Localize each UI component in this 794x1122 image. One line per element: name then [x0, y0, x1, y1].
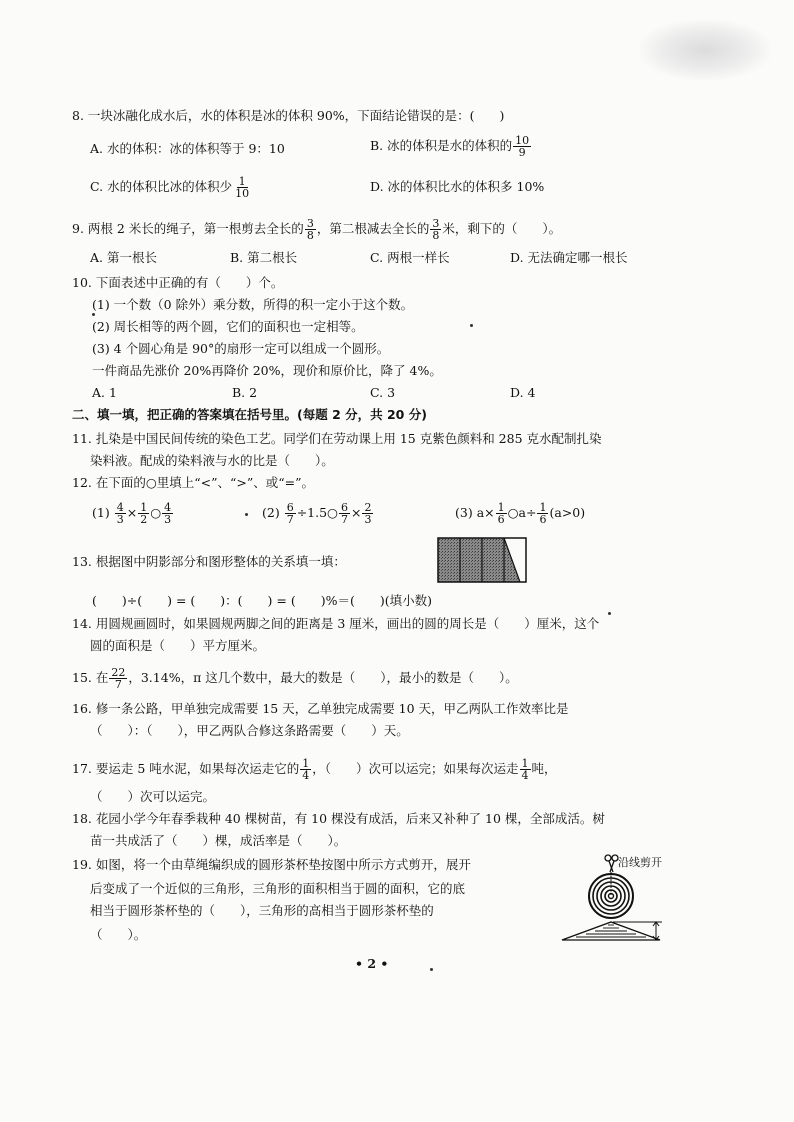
q17-line-2: （ ）次可以运完。 — [90, 789, 216, 804]
scan-speck — [430, 968, 433, 971]
q16-line-1: 16. 修一条公路，甲单独完成需要 15 天，乙单独完成需要 10 天，甲乙两队工作效率比是 — [72, 701, 569, 716]
q13-blanks: ( )÷( ) = ( )：( ) = ( )%＝( )(填小数) — [92, 593, 432, 608]
q13-stem: 13. 根据图中阴影部分和图形整体的关系填一填： — [72, 554, 346, 569]
scan-speck — [470, 324, 473, 327]
scissors-icon — [605, 855, 618, 872]
q17-line-1: 17. 要运走 5 吨水泥，如果每次运走它的 $\frac{1}{4}$ ，（ ）次可以运完；如果每次运走 $\frac{1}{4}$ 吨， — [72, 757, 557, 782]
scan-speck — [245, 513, 248, 516]
q8-stem: 8. 一块冰融化成水后，水的体积是冰的体积 90%，下面结论错误的是：( ) — [72, 108, 505, 123]
q10-option-a: A. 1 — [92, 385, 117, 400]
q10-stem: 10. 下面表述中正确的有（ ）个。 — [72, 275, 284, 290]
q15-stem: 15. 在 $\frac{22}{7}$ ，3.14%，π 这几个数中，最大的数是（ ），最小的数是（ ）。 — [72, 666, 518, 691]
q10-option-b: B. 2 — [232, 385, 258, 400]
q9-option-d: D. 无法确定哪一根长 — [510, 250, 628, 265]
q19-line-1: 19. 如图，将一个由草绳编织成的圆形茶杯垫按图中所示方式剪开，展开 — [72, 857, 471, 872]
q10-statement-2: (2) 周长相等的两个圆，它们的面积也一定相等。 — [92, 319, 364, 334]
q18-line-2: 苗一共成活了（ ）棵，成活率是（ ）。 — [90, 833, 347, 848]
section-2-heading: 二、填一填，把正确的答案填在括号里。(每题 2 分，共 20 分) — [72, 407, 427, 422]
q13-shaded-region — [438, 538, 520, 582]
q11-line-2: 染料液。配成的染料液与水的比是（ ）。 — [90, 453, 334, 468]
q10-statement-1: (1) 一个数（0 除外）乘分数，所得的积一定小于这个数。 — [92, 297, 414, 312]
q19-figure-label: 沿线剪开 — [618, 856, 662, 869]
q19-line-4: （ ）。 — [90, 927, 147, 942]
q9-stem: 9. 两根 2 米长的绳子，第一根剪去全长的 $\frac{3}{8}$ ，第二根减去全长的 $\frac{3}{8}$ 米，剩下的（ ）。 — [72, 217, 562, 242]
q19-line-2: 后变成了一个近似的三角形，三角形的面积相当于圆的面积，它的底 — [90, 881, 466, 896]
q12-part-3: (3) a× $\frac{1}{6}$ ○a÷ $\frac{1}{6}$ (a>0) — [455, 501, 586, 526]
scan-speck — [608, 612, 611, 615]
q12-stem: 12. 在下面的○里填上“<”、“>”、或“=”。 — [72, 475, 315, 490]
q13-shaded-rectangle-figure — [436, 536, 528, 584]
q14-line-1: 14. 用圆规画圆时，如果圆规两脚之间的距离是 3 厘米，画出的圆的周长是（ ）厘米，这个 — [72, 616, 600, 631]
scan-speck — [92, 313, 95, 316]
q8-option-c: C. 水的体积比冰的体积少 $\frac{1}{10}$ — [90, 175, 250, 200]
q12-part-2: (2) $\frac{6}{7}$ ÷1.5○ $\frac{6}{7}$ × $\frac{2}{3}$ — [262, 501, 372, 526]
unrolled-triangle — [562, 922, 660, 940]
q9-option-a: A. 第一根长 — [90, 250, 157, 265]
q8-option-d: D. 冰的体积比水的体积多 10% — [370, 179, 545, 194]
scan-smudge — [640, 20, 770, 80]
q10-statement-4: 一件商品先涨价 20%再降价 20%，现价和原价比，降了 4%。 — [92, 363, 442, 378]
q11-line-1: 11. 扎染是中国民间传统的染色工艺。同学们在劳动课上用 15 克紫色颜料和 285 克水配制扎染 — [72, 431, 602, 446]
q18-line-1: 18. 花园小学今年春季栽种 40 棵树苗，有 10 棵没有成活，后来又补种了 10 棵，全部成活。树 — [72, 811, 605, 826]
page-number: • 2 • — [355, 956, 389, 971]
q16-line-2: （ ）：（ ），甲乙两队合修这条路需要（ ）天。 — [90, 723, 409, 738]
q10-option-d: D. 4 — [510, 385, 536, 400]
q19-line-3: 相当于圆形茶杯垫的（ ），三角形的高相当于圆形茶杯垫的 — [90, 903, 434, 918]
q8-option-b: B. 冰的体积是水的体积的 $\frac{10}{9}$ — [370, 134, 530, 159]
q9-option-b: B. 第二根长 — [230, 250, 298, 265]
q9-option-c: C. 两根一样长 — [370, 250, 450, 265]
q8-option-a: A. 水的体积：冰的体积等于 9：10 — [90, 141, 285, 156]
q14-line-2: 圆的面积是（ ）平方厘米。 — [90, 638, 266, 653]
q10-statement-3: (3) 4 个圆心角是 90°的扇形一定可以组成一个圆形。 — [92, 341, 390, 356]
q10-option-c: C. 3 — [370, 385, 396, 400]
q12-part-1: (1) $\frac{4}{3}$ × $\frac{1}{2}$ ○ $\frac{4}{3}$ — [92, 501, 172, 526]
